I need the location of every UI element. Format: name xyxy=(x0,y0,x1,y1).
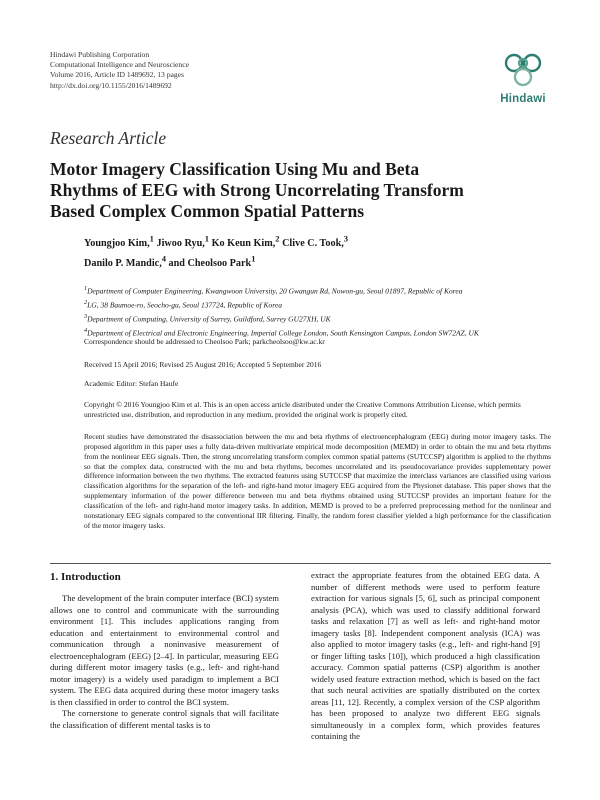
journal-name: Computational Intelligence and Neuroscience xyxy=(50,60,189,70)
paper-title: Motor Imagery Classification Using Mu and Beta Rhythms of EEG with Strong Uncorrelating Transform Based Complex Common Spatial Patterns xyxy=(50,159,464,222)
author-name: Ko Keun Kim,$^2$ xyxy=(211,234,280,250)
author-name: Clive C. Took,$^3$ xyxy=(282,234,349,250)
paragraph: The development of the brain computer interface (BCI) system allows one to control and communicate with the surrounding environment [1]. This includes applications ranging from education and entertainment to environmental control and communication through a noninvasive measurement of electroencephalogram (EEG) [2–4]. In particular, measuring EEG during different motor imagery tasks (e.g., left- and right-hand motor imagery) is a widely used paradigm to implement a BCI system. The EEG data acquired during these motor imagery tasks is then classified in order to control the BCI system. xyxy=(50,593,279,707)
paragraph: The cornerstone to generate control signals that will facilitate the classification of different mental tasks is to xyxy=(50,708,279,730)
section-divider xyxy=(50,563,551,564)
hindawi-logo xyxy=(495,50,551,105)
author-name: Danilo P. Mandic,$^4$ xyxy=(84,253,166,269)
author-name: and Cheolsoo Park$^1$ xyxy=(168,253,256,269)
journal-header xyxy=(50,50,189,91)
publisher-name: Hindawi Publishing Corporation xyxy=(50,50,150,59)
affiliation: $^2$LG, 38 Baumoe-ro, Seocho-gu, Seoul 137724, Republic of Korea xyxy=(84,298,282,310)
academic-editor: Academic Editor: Stefan Haufe xyxy=(84,379,179,388)
doi-link[interactable]: http://dx.doi.org/10.1155/2016/1489692 xyxy=(50,80,172,90)
paragraph: extract the appropriate features from the obtained EEG data. A number of different methods were used to perform feature extraction for various signals [5, 6], such as principal component analysis (PCA), which was used to classify additional forward tasks and relaxation [7] as well as left- and right-hand motor imagery tasks [8]. Independent component analysis (ICA) was also applied to motor imagery tasks (e.g., left- and right-hand [9] or finger lifting tasks [10]), which produced a high classification accuracy. Common spatial patterns (CSP) algorithm is another widely used feature extraction method, which is based on the fact that such neural activities are spatially distributed on the cortex areas [11, 12]. Recently, a complex version of the CSP algorithm has been proposed to analyze two different EEG signals simultaneously in a complex form, which provides features containing the xyxy=(311,570,540,741)
article-type: Research Article xyxy=(50,128,167,148)
affiliation: $^1$Department of Computer Engineering, Kwangwoon University, 20 Gwangun Rd, Nowon-gu, Seoul 01897, Republic of Korea xyxy=(84,285,463,296)
article-dates: Received 15 April 2016; Revised 25 August 2016; Accepted 5 September 2016 xyxy=(84,360,322,369)
body-column-right xyxy=(311,570,540,743)
affiliation: $^4$Department of Electrical and Electronic Engineering, Imperial College London, South Kensington Campus, London SW72AZ, UK xyxy=(84,326,479,338)
copyright-notice: Copyright © 2016 Youngjoo Kim et al. This is an open access article distributed under the Creative Commons Attribution License, which permits unrestricted use, distribution, and reproduction in any medium, provided the original work is properly cited. xyxy=(84,400,521,419)
section-heading: 1. Introduction xyxy=(50,571,121,583)
author-name: Youngjoo Kim,$^1$ xyxy=(84,234,154,250)
author-list xyxy=(84,232,524,271)
hindawi-logo-text: Hindawi xyxy=(500,93,546,105)
hindawi-logo-icon xyxy=(497,50,549,88)
affiliation-list xyxy=(84,283,554,339)
author-name: Jiwoo Ryu,$^1$ xyxy=(156,234,210,250)
body-column-left xyxy=(50,570,279,731)
correspondence: Correspondence should be addressed to Cheolsoo Park; parkcheolsoo@kw.ac.kr xyxy=(84,337,325,346)
affiliation: $^3$Department of Computing, University of Surrey, Guildford, Surrey GU27XH, UK xyxy=(84,312,331,324)
abstract: Recent studies have demonstrated the disassociation between the mu and beta rhythms of electroencephalogram (EEG) during motor imagery tasks. The proposed algorithm in this paper uses a fully data-driven multivariate empirical mode decomposition (MEMD) in order to obtain the mu and beta rhythms from the nonlinear EEG signals. Then, the strong uncorrelating transform complex common spatial patterns (SUTCCSP) algorithm is applied to the rhythms so that the complex data, constructed with the mu and beta rhythms, becomes uncorrelated and its pseudocovariance provides supplementary power difference information between the two rhythms. The extracted features using SUTCCSP that maximize the interclass variances are classified using various classification algorithms for the separation of the left- and right-hand motor imagery EEG acquired from the Physionet database. This paper shows that the supplementary information of the power difference between mu and beta rhythms obtained using SUTCCSP provides an important feature for the classification of the left- and right-hand motor imagery tasks. In addition, MEMD is proved to be a preferred preprocessing method for the nonlinear and nonstationary EEG signals compared to the conventional IIR filtering. Finally, the random forest classifier yielded a high performance for the classification of the motor imagery tasks. xyxy=(84,432,551,530)
volume-info: Volume 2016, Article ID 1489692, 13 pages xyxy=(50,70,184,80)
